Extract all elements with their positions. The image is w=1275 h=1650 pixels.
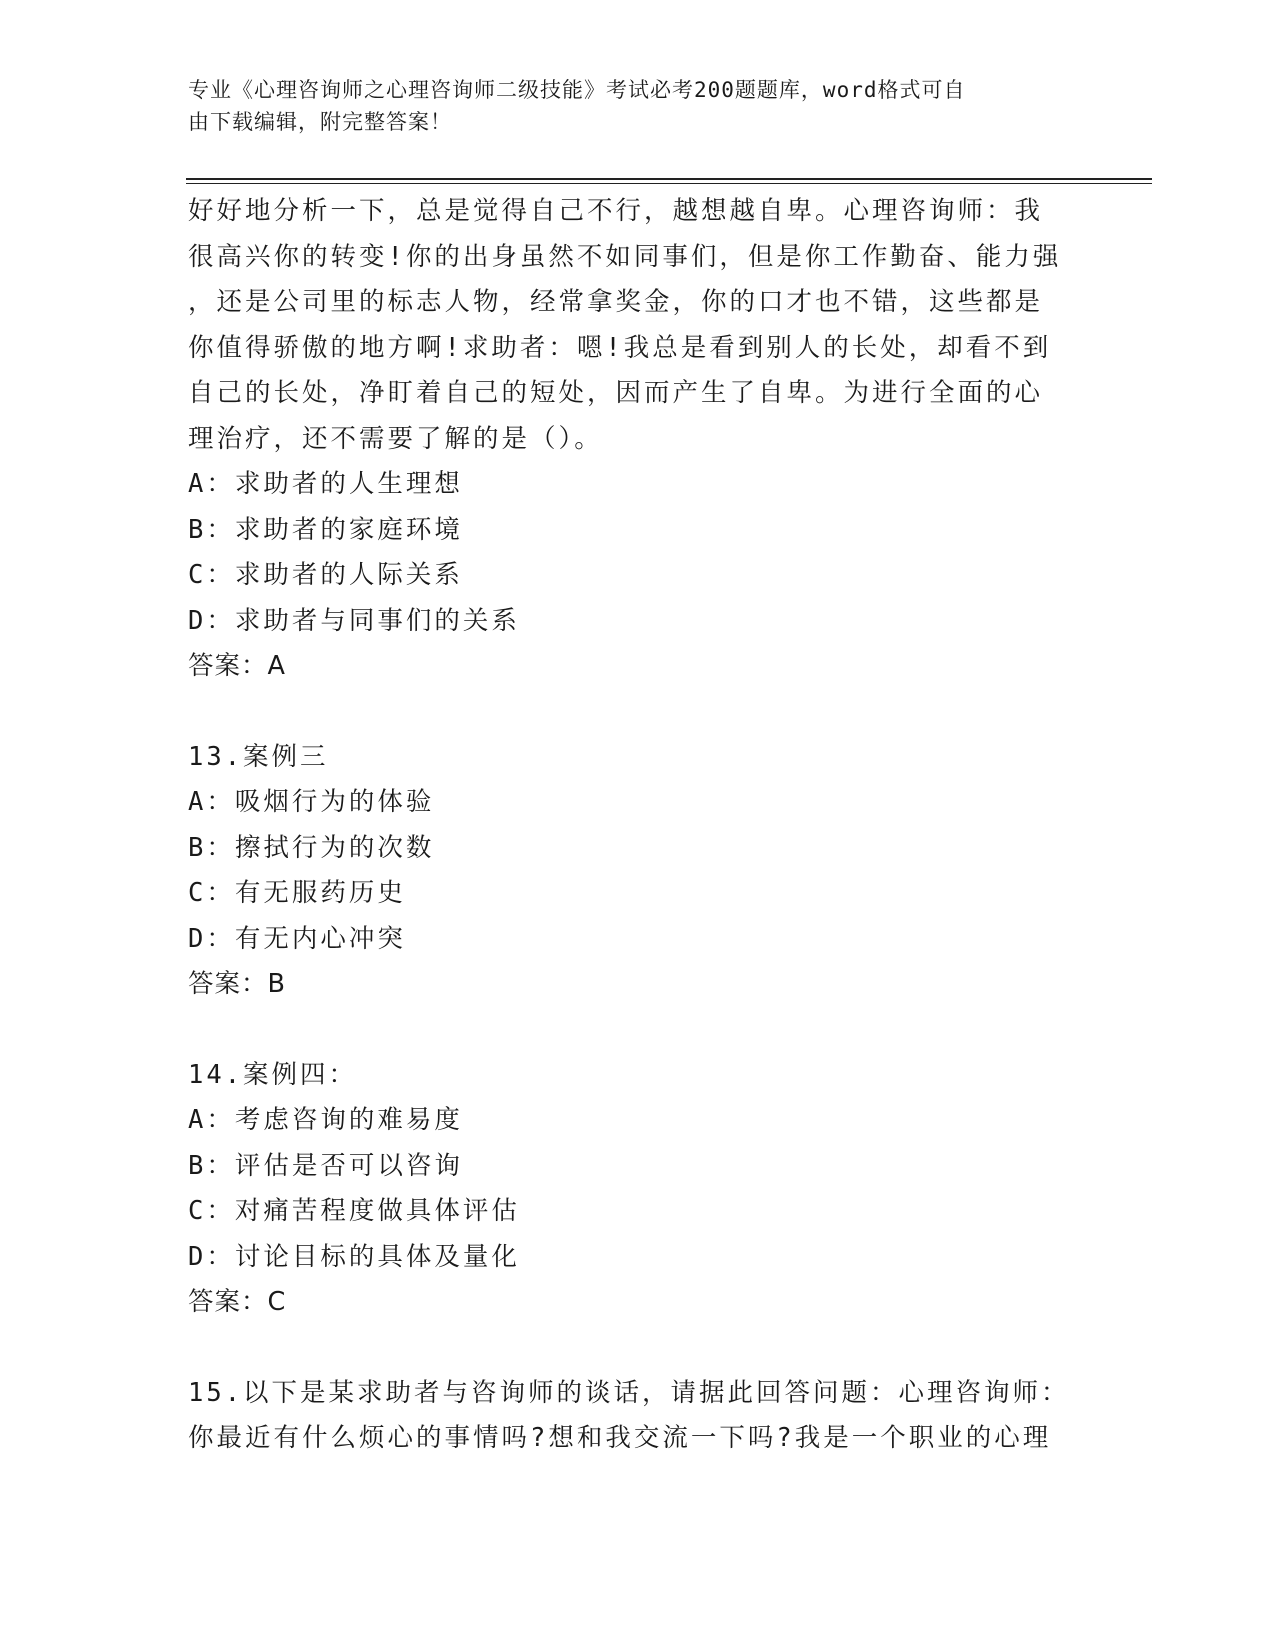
question-title: 13.案例三 bbox=[188, 741, 329, 772]
section-spacer bbox=[188, 1326, 1068, 1371]
option-b: B：擦拭行为的次数 bbox=[188, 832, 435, 863]
question-text-line: 好好地分析一下，总是觉得自己不行，越想越自卑。心理咨询师：我 bbox=[188, 196, 1044, 226]
question-12-continuation bbox=[188, 189, 1068, 690]
section-spacer bbox=[188, 1008, 1068, 1053]
question-text-line: 自己的长处，净盯着自己的短处，因而产生了自卑。为进行全面的心 bbox=[188, 378, 1044, 408]
document-header bbox=[188, 74, 1068, 138]
question-text-line: 理治疗，还不需要了解的是（）。 bbox=[188, 423, 603, 454]
header-line-1: 专业《心理咨询师之心理咨询师二级技能》考试必考200题题库，word格式可自 bbox=[188, 78, 966, 102]
question-title: 14.案例四： bbox=[188, 1059, 358, 1090]
header-line-2: 由下载编辑，附完整答案！ bbox=[188, 110, 452, 134]
question-15 bbox=[188, 1371, 1068, 1462]
option-d: D：讨论目标的具体及量化 bbox=[188, 1241, 520, 1272]
question-text-line: 你值得骄傲的地方啊!求助者：嗯!我总是看到别人的长处，却看不到 bbox=[188, 332, 1052, 363]
question-text-line: 你最近有什么烦心的事情吗?想和我交流一下吗?我是一个职业的心理 bbox=[188, 1423, 1052, 1453]
question-text-line: 15.以下是某求助者与咨询师的谈话，请据此回答问题：心理咨询师： bbox=[188, 1377, 1070, 1408]
question-13 bbox=[188, 735, 1068, 1008]
option-c: C：有无服药历史 bbox=[188, 878, 406, 908]
option-d: D：求助者与同事们的关系 bbox=[188, 605, 520, 636]
answer-label: 答案：A bbox=[188, 651, 286, 681]
question-14 bbox=[188, 1053, 1068, 1326]
header-divider-thin bbox=[186, 183, 1152, 184]
answer-label: 答案：C bbox=[188, 1287, 287, 1317]
option-b: B：求助者的家庭环境 bbox=[188, 514, 463, 545]
header-divider-thick bbox=[186, 178, 1152, 180]
option-a: A：考虑咨询的难易度 bbox=[188, 1105, 463, 1135]
answer-label: 答案：B bbox=[188, 969, 286, 999]
section-spacer bbox=[188, 690, 1068, 735]
option-c: C：对痛苦程度做具体评估 bbox=[188, 1196, 520, 1226]
option-d: D：有无内心冲突 bbox=[188, 923, 406, 954]
option-c: C：求助者的人际关系 bbox=[188, 560, 463, 590]
option-a: A：吸烟行为的体验 bbox=[188, 787, 435, 817]
document-body bbox=[188, 189, 1068, 1462]
question-text-line: ，还是公司里的标志人物，经常拿奖金，你的口才也不错，这些都是 bbox=[188, 287, 1044, 317]
option-b: B：评估是否可以咨询 bbox=[188, 1150, 463, 1181]
option-a: A：求助者的人生理想 bbox=[188, 469, 463, 499]
question-text-line: 很高兴你的转变!你的出身虽然不如同事们，但是你工作勤奋、能力强 bbox=[188, 241, 1062, 272]
